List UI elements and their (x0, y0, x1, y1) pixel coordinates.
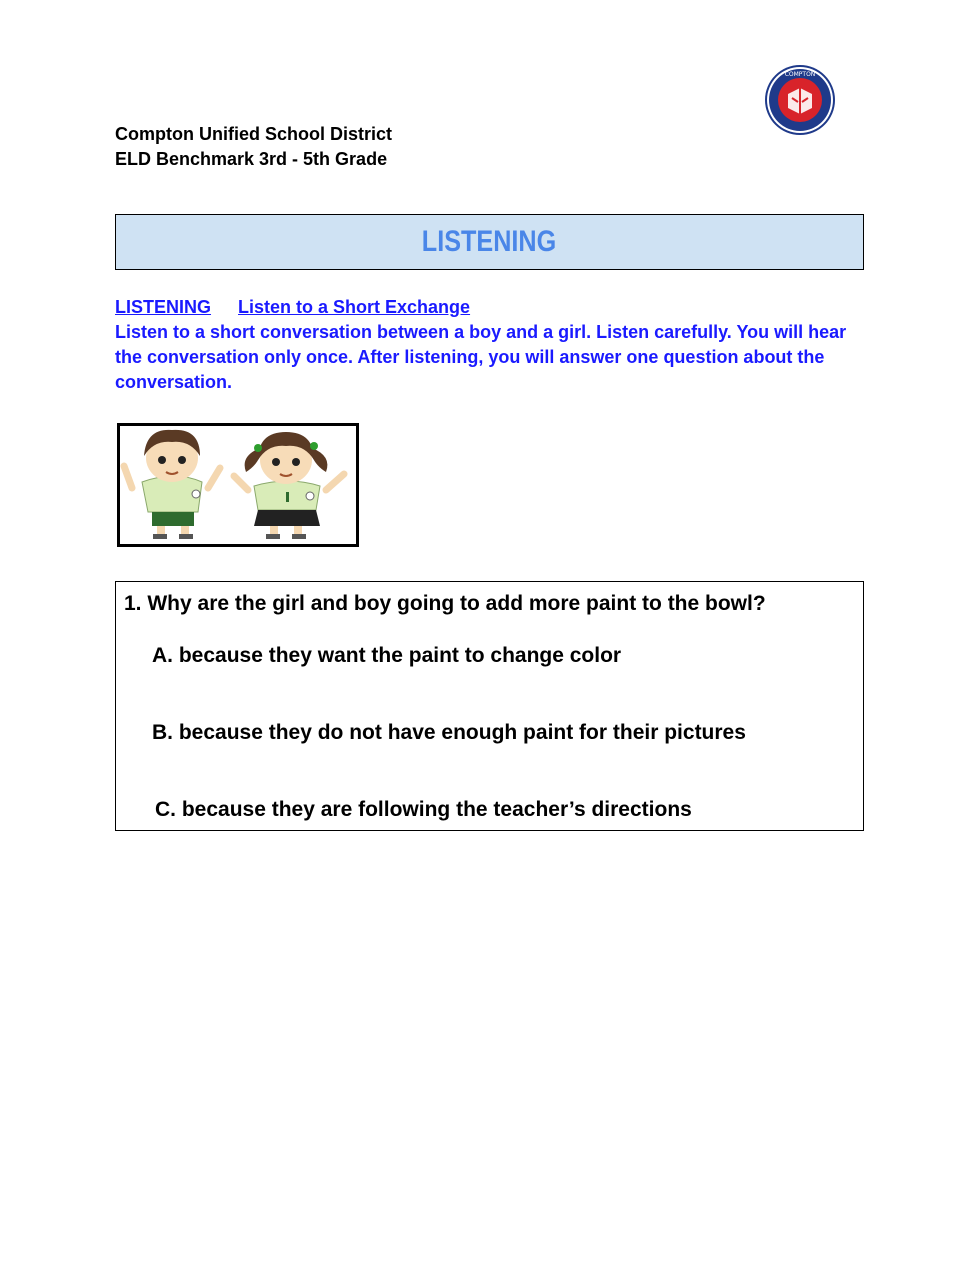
svg-text:COMPTON: COMPTON (784, 71, 816, 78)
instructions-heading-section: LISTENING (115, 297, 212, 317)
instructions-body: Listen to a short conversation between a boy and a girl. Listen carefully. You will hear the conversation only once. After listening, you will answer one question about the conversation. (115, 322, 847, 392)
section-title: LISTENING (422, 225, 557, 258)
kids-illustration (117, 423, 359, 547)
answer-option-c[interactable]: C. because they are following the teacher’s directions (155, 798, 692, 821)
girl-figure-icon (234, 432, 344, 539)
instructions-heading (115, 295, 860, 320)
boy-girl-cartoon-icon (120, 426, 356, 544)
answer-option-b[interactable]: B. because they do not have enough paint for their pictures (152, 721, 746, 744)
instructions-block (115, 295, 860, 395)
instructions-heading-task: Listen to a Short Exchange (238, 297, 471, 317)
benchmark-title: ELD Benchmark 3rd - 5th Grade (115, 149, 388, 169)
district-name: Compton Unified School District (115, 124, 392, 144)
boy-figure-icon (124, 430, 220, 539)
document-header (115, 122, 392, 172)
district-seal-icon (764, 64, 836, 136)
question-box (115, 581, 864, 831)
answer-option-a[interactable]: A. because they want the paint to change color (152, 644, 622, 667)
section-banner (115, 214, 864, 270)
question-text: 1. Why are the girl and boy going to add more paint to the bowl? (124, 592, 766, 615)
district-logo (764, 64, 836, 136)
